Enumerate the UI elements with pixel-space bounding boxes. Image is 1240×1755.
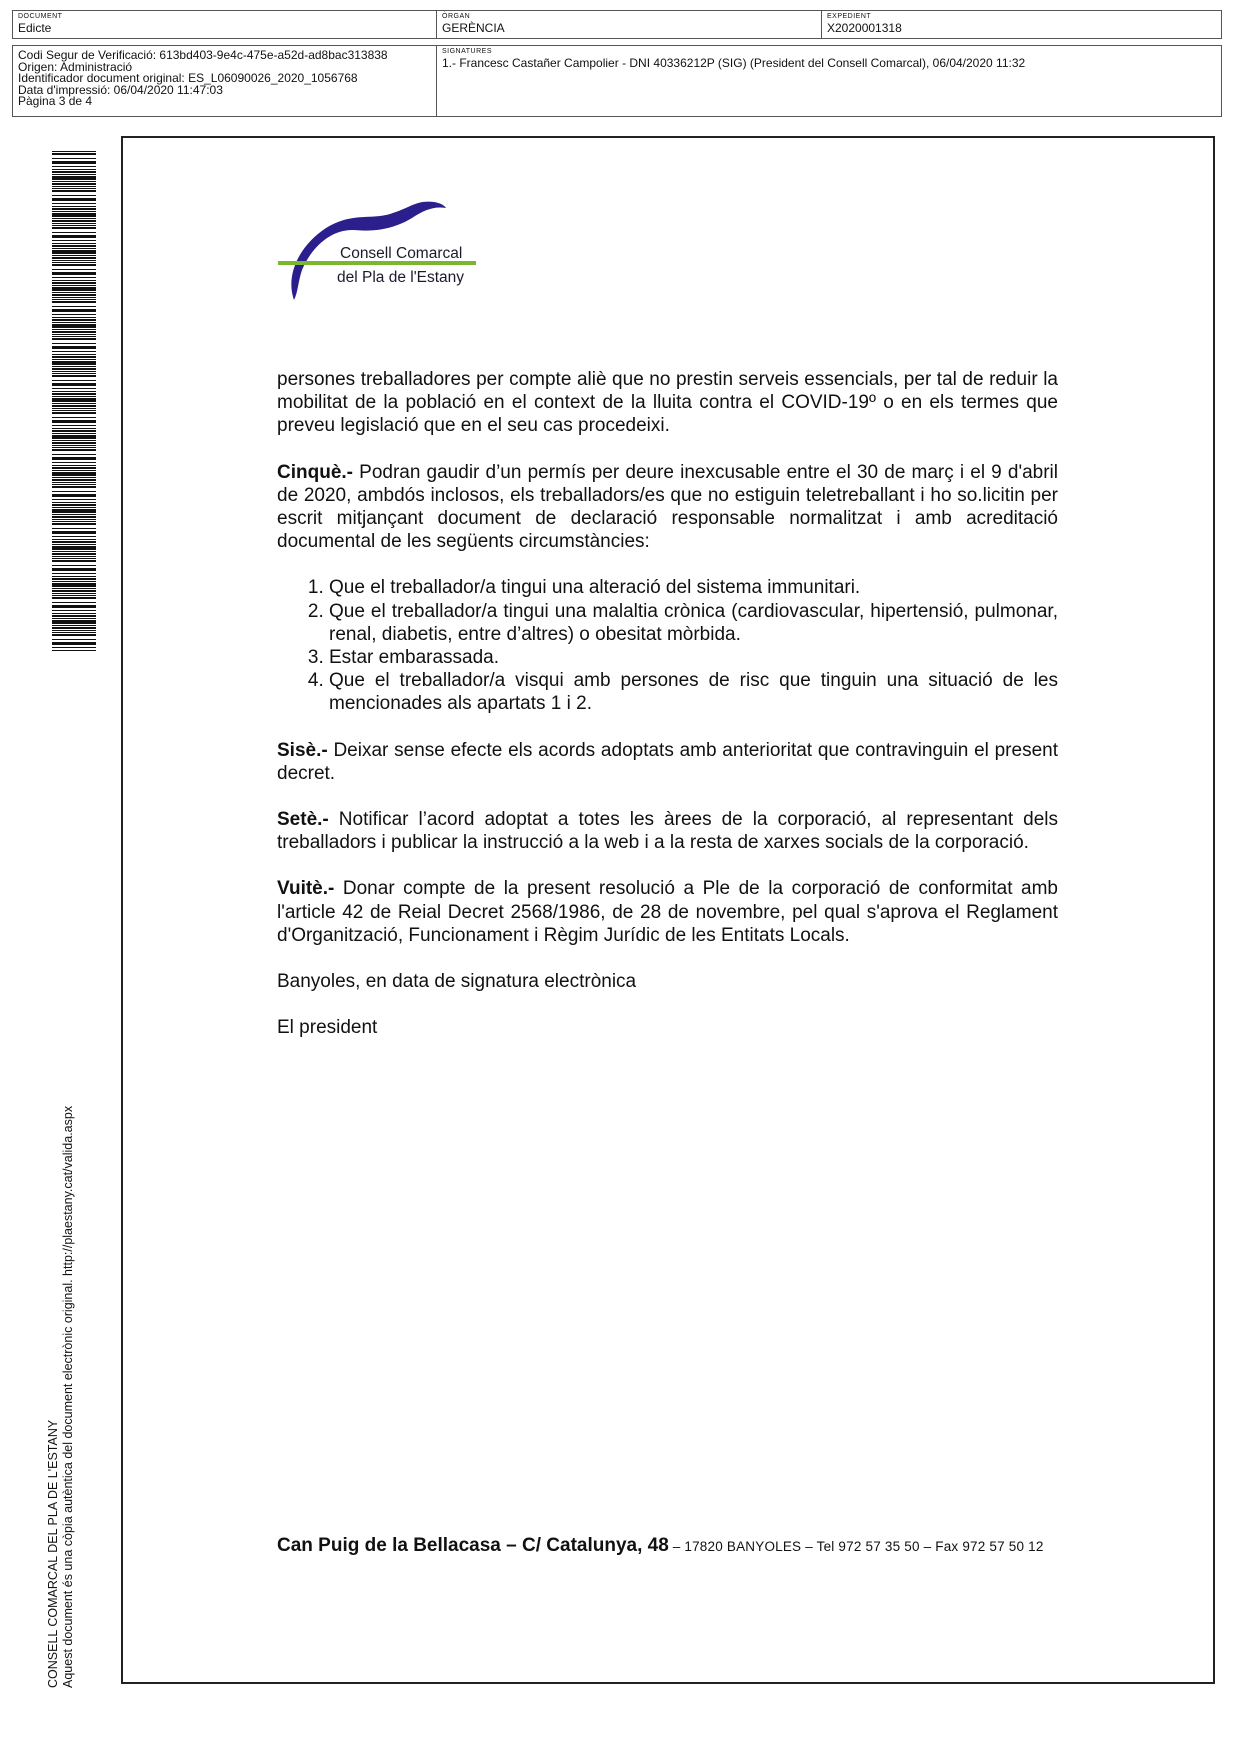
barcode-bar — [52, 507, 96, 508]
barcode-bar — [52, 484, 96, 485]
barcode-bar — [52, 447, 96, 448]
barcode-bar — [52, 583, 96, 587]
side-org-name: CONSELL COMARCAL DEL PLA DE L'ESTANY — [46, 1419, 60, 1688]
barcode-bar — [52, 232, 96, 233]
barcode-bar — [52, 565, 96, 566]
barcode-bar — [52, 260, 96, 261]
barcode-bar — [52, 324, 96, 328]
barcode-bar — [52, 556, 96, 557]
barcode-bar — [52, 410, 96, 411]
print-date-line: Data d'impressió: 06/04/2020 11:47:03 — [18, 82, 223, 97]
barcode-bar — [52, 245, 96, 247]
barcode-bar — [52, 223, 96, 224]
barcode-bar — [52, 338, 96, 340]
barcode-bar — [52, 299, 96, 300]
barcode-bar — [52, 243, 96, 244]
barcode-bar — [52, 593, 96, 594]
barcode-bar — [52, 613, 96, 614]
barcode-bar — [52, 477, 96, 478]
barcode-bar — [52, 618, 96, 619]
intro-paragraph: persones treballadores per compte aliè que no prestin serveis essencials, per tal de reduir la mobilitat de la població en el context de la lluita contra el COVID-19º o en els termes que preveu legislació que en el seu cas procedeixi. — [277, 369, 1058, 437]
barcode-bar — [52, 650, 96, 651]
barcode-bar — [52, 297, 96, 298]
barcode-bar — [52, 188, 96, 189]
barcode-bar — [52, 445, 96, 446]
barcode-bar — [52, 449, 96, 451]
expedient-cell — [821, 11, 1221, 38]
document-metadata-header — [12, 10, 1222, 39]
barcode-bar — [52, 306, 96, 307]
conditions-list — [277, 576, 1058, 715]
footer-address — [277, 1535, 1044, 1557]
barcode-bar — [52, 494, 96, 497]
barcode-bar — [52, 346, 96, 349]
barcode-bar — [52, 294, 96, 296]
barcode-bar — [52, 403, 96, 404]
expedient-value: X2020001318 — [827, 21, 902, 35]
vuite-text: Donar compte de la present resolució a Ple de la corporació de conformitat amb l'article 42 de Reial Decret 2568/1986, de 28 de novembre, pel qual s'aprova el Reglament d'Organització, Funcionament i Règim Jurídic de les Entitats Locals. — [277, 878, 1058, 946]
barcode-bar — [52, 225, 96, 226]
sise-paragraph — [277, 739, 1058, 785]
barcode-bar — [52, 412, 96, 414]
logo-text-line2: del Pla de l'Estany — [337, 269, 465, 286]
barcode-bar — [52, 336, 96, 337]
barcode-bar — [52, 174, 96, 175]
signatures-value: 1.- Francesc Castañer Campolier - DNI 40336212P (SIG) (President del Consell Comarcal), 06/04/2020 11:32 — [442, 56, 1026, 70]
barcode-bar — [52, 206, 96, 207]
barcode-bar — [52, 467, 96, 469]
expedient-caption: EXPEDIENT — [827, 13, 872, 20]
barcode-bar — [52, 457, 96, 460]
sise-label: Sisè.- — [277, 739, 328, 761]
condition-item: 2. Que el treballador/a tingui una malaltia crònica (cardiovascular, hipertensió, pulmonar, renal, diabetis, entre d’altres) o obesitat mòrbida. — [329, 600, 1058, 646]
barcode-bar — [52, 597, 96, 599]
barcode-bar — [52, 568, 96, 571]
barcode-bar — [52, 371, 96, 372]
barcode-bar — [52, 292, 96, 293]
barcode-bar — [52, 578, 96, 580]
barcode-bar — [52, 470, 96, 471]
barcode-bar — [52, 625, 96, 626]
barcode-bar — [52, 356, 96, 358]
barcode-bar — [52, 620, 96, 624]
barcode-bar — [52, 208, 96, 210]
barcode-bar — [52, 602, 96, 603]
barcode-bar — [52, 272, 96, 275]
barcode-bar — [52, 391, 96, 392]
barcode-bar — [52, 560, 96, 562]
barcode-bar — [52, 255, 96, 256]
barcode — [52, 151, 96, 651]
barcode-bar — [52, 262, 96, 263]
barcode-bar — [52, 610, 96, 611]
barcode-bar — [52, 264, 96, 266]
barcode-bar — [52, 195, 96, 196]
page-number-line: Pàgina 3 de 4 — [18, 94, 93, 108]
barcode-bar — [52, 285, 96, 286]
barcode-bar — [52, 472, 96, 476]
barcode-bar — [52, 647, 96, 648]
barcode-bar — [52, 430, 96, 432]
barcode-bar — [52, 334, 96, 335]
barcode-bar — [52, 546, 96, 550]
logo-text-line1: Consell Comarcal — [340, 245, 463, 262]
barcode-bar — [52, 171, 96, 173]
barcode-bar — [52, 257, 96, 259]
barcode-bar — [52, 440, 96, 441]
barcode-bar — [52, 553, 96, 555]
barcode-bar — [52, 576, 96, 577]
barcode-bar — [52, 398, 96, 402]
decree-body — [277, 368, 1058, 1062]
barcode-bar — [52, 151, 96, 152]
document-value: Edicte — [18, 21, 52, 35]
barcode-bar — [52, 454, 96, 455]
barcode-bar — [52, 405, 96, 407]
barcode-bar — [52, 240, 96, 241]
sete-paragraph — [277, 808, 1058, 854]
barcode-bar — [52, 166, 96, 167]
barcode-bar — [52, 479, 96, 481]
verification-metadata-header — [12, 45, 1222, 117]
sete-label: Setè.- — [277, 809, 329, 831]
barcode-bar — [52, 181, 96, 182]
barcode-bar — [52, 519, 96, 520]
barcode-bar — [52, 248, 96, 249]
barcode-bar — [52, 435, 96, 439]
footer-address-contact: – 17820 BANYOLES – Tel 972 57 35 50 – Fax 972 57 50 12 — [668, 1539, 1044, 1554]
barcode-bar — [52, 502, 96, 503]
barcode-bar — [52, 359, 96, 360]
condition-item: 3. Estar embarassada. — [329, 646, 1058, 669]
barcode-bar — [52, 509, 96, 513]
barcode-bar — [52, 573, 96, 574]
barcode-bar — [52, 536, 96, 537]
organ-cell — [436, 11, 821, 38]
barcode-bar — [52, 282, 96, 284]
barcode-bar — [52, 428, 96, 429]
barcode-bar — [52, 269, 96, 270]
barcode-bar — [52, 605, 96, 608]
barcode-bar — [52, 504, 96, 506]
barcode-bar — [52, 558, 96, 559]
cinque-paragraph — [277, 461, 1058, 554]
barcode-bar — [52, 227, 96, 229]
signatures-caption: SIGNATURES — [442, 48, 492, 55]
signatures-cell — [436, 46, 1221, 116]
secure-code-line: Codi Segur de Verificació: 613bd403-9e4c-475e-a52d-ad8bac313838 — [18, 48, 388, 62]
barcode-bar — [52, 590, 96, 592]
barcode-bar — [52, 211, 96, 212]
barcode-bar — [52, 301, 96, 303]
side-authenticity-text: Aquest document és una còpia autèntica del document electrònic original. http://plaestany.cat/valida.aspx — [61, 1105, 75, 1688]
sise-text: Deixar sense efecte els acords adoptats amb anterioritat que contravinguin el present decret. — [277, 739, 1058, 784]
place-and-date: Banyoles, en data de signatura electrònica — [277, 971, 637, 993]
barcode-bar — [52, 203, 96, 204]
barcode-bar — [52, 541, 96, 543]
barcode-bar — [52, 190, 96, 192]
barcode-bar — [52, 183, 96, 185]
barcode-bar — [52, 329, 96, 330]
barcode-bar — [52, 433, 96, 434]
barcode-bar — [52, 499, 96, 500]
barcode-bar — [52, 581, 96, 582]
document-type-cell — [13, 11, 436, 38]
barcode-bar — [52, 627, 96, 629]
barcode-bar — [52, 309, 96, 312]
origin-line: Origen: Administració — [18, 59, 133, 74]
barcode-bar — [52, 220, 96, 222]
barcode-bar — [52, 235, 96, 238]
cinque-label: Cinquè.- — [277, 461, 353, 483]
barcode-bar — [52, 153, 96, 155]
condition-item: 4. Que el treballador/a visqui amb persones de risc que tinguin una situació de les mencionades als apartats 1 i 2. — [329, 669, 1058, 715]
barcode-bar — [52, 250, 96, 254]
barcode-bar — [52, 462, 96, 463]
barcode-bar — [52, 521, 96, 522]
barcode-bar — [52, 158, 96, 159]
barcode-bar — [52, 634, 96, 636]
signer-title: El president — [277, 1017, 378, 1039]
barcode-bar — [52, 314, 96, 315]
barcode-bar — [52, 544, 96, 545]
barcode-bar — [52, 491, 96, 492]
barcode-bar — [52, 516, 96, 518]
barcode-bar — [52, 176, 96, 180]
organ-value: GERÈNCIA — [442, 21, 505, 35]
barcode-bar — [52, 531, 96, 534]
barcode-bar — [52, 588, 96, 589]
barcode-bar — [52, 420, 96, 423]
barcode-bar — [52, 373, 96, 374]
barcode-bar — [52, 425, 96, 426]
barcode-bar — [52, 388, 96, 389]
barcode-bar — [52, 375, 96, 377]
barcode-bar — [52, 482, 96, 483]
barcode-bar — [52, 486, 96, 488]
barcode-bar — [52, 632, 96, 633]
barcode-bar — [52, 354, 96, 355]
identifier-line: Identificador document original: ES_L06090026_2020_1056768 — [18, 71, 358, 85]
barcode-bar — [52, 465, 96, 466]
barcode-bar — [52, 630, 96, 631]
barcode-bar — [52, 319, 96, 321]
barcode-bar — [52, 396, 96, 397]
barcode-bar — [52, 351, 96, 352]
side-authenticity-note — [46, 1088, 76, 1688]
barcode-bar — [52, 161, 96, 164]
barcode-bar — [52, 280, 96, 281]
barcode-bar — [52, 213, 96, 217]
barcode-bar — [52, 642, 96, 645]
barcode-bar — [52, 417, 96, 418]
barcode-bar — [52, 277, 96, 278]
barcode-bar — [52, 442, 96, 444]
barcode-bar — [52, 218, 96, 219]
cinque-text: Podran gaudir d’un permís per deure inexcusable entre el 30 de març i el 9 d'abril de 2020, ambdós inclosos, els treballadors/es que no estiguin teletreballant i ho so.licitin per escrit mitjançant document de declaració responsable normalitzat i amb acreditació documental de les següents circumstàncies: — [277, 461, 1058, 553]
barcode-bar — [52, 343, 96, 344]
barcode-bar — [52, 615, 96, 617]
barcode-bar — [52, 331, 96, 333]
barcode-bar — [52, 186, 96, 187]
barcode-bar — [52, 169, 96, 170]
vuite-label: Vuitè.- — [277, 878, 335, 900]
footer-address-street: Can Puig de la Bellacasa – C/ Catalunya, 48 — [277, 1535, 669, 1556]
barcode-bar — [52, 523, 96, 525]
verification-cell — [13, 46, 436, 116]
document-caption: DOCUMENT — [18, 13, 63, 20]
organ-caption: ÒRGAN — [442, 13, 471, 20]
barcode-bar — [52, 639, 96, 640]
barcode-bar — [52, 383, 96, 386]
barcode-bar — [52, 514, 96, 515]
condition-item: 1. Que el treballador/a tingui una alteració del sistema immunitari. — [329, 576, 1058, 599]
barcode-bar — [52, 287, 96, 291]
barcode-bar — [52, 595, 96, 596]
barcode-bar — [52, 198, 96, 201]
barcode-bar — [52, 361, 96, 365]
barcode-bar — [52, 322, 96, 323]
barcode-bar — [52, 368, 96, 370]
sete-text: Notificar l’acord adoptat a totes les àrees de la corporació, al representant dels treballadors i publicar la instrucció a la web i a la resta de xarxes socials de la corporació. — [277, 809, 1058, 854]
barcode-bar — [52, 393, 96, 395]
barcode-bar — [52, 539, 96, 540]
barcode-bar — [52, 551, 96, 552]
barcode-bar — [52, 317, 96, 318]
barcode-bar — [52, 408, 96, 409]
barcode-bar — [52, 366, 96, 367]
vuite-paragraph — [277, 877, 1058, 947]
barcode-bar — [52, 380, 96, 381]
barcode-bar — [52, 528, 96, 529]
